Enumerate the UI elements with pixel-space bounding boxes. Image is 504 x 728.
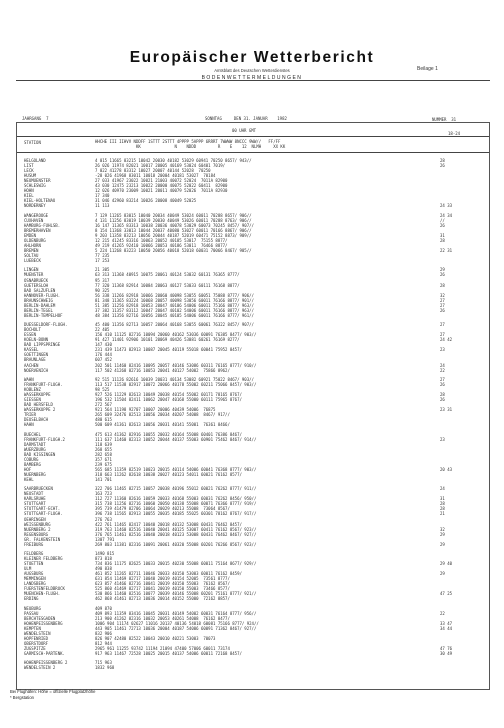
station-name: EMDEN xyxy=(24,232,37,238)
observation-codes: 95 317 xyxy=(95,277,110,283)
gust-values: 29 xyxy=(440,531,445,537)
observation-codes: 715 963 xyxy=(95,660,112,666)
station-name: MUENCHEN-FLUGH. xyxy=(24,591,61,597)
observation-codes: 422 761 11465 82417 10040 20018 40132 53008 60431 76462 8457/ xyxy=(95,521,242,527)
column-header-rule-bottom xyxy=(17,152,489,153)
gust-values: 26 xyxy=(440,397,445,402)
observation-codes: 7 129 11265 83015 10040 20034 40049 53024 60011 70288 8657/ 906// xyxy=(95,212,252,218)
station-name: OBERSTDORF xyxy=(24,641,49,647)
observation-codes: 565 685 11359 82519 10023 20015 40114 54006 60041 76368 8777/ 903// xyxy=(95,466,257,472)
station-name: FELDBERG xyxy=(24,551,44,556)
observation-codes: 17 253 xyxy=(95,258,110,264)
gust-values: 27 xyxy=(440,302,445,308)
observation-codes: 27 033 41967 23022 10021 21003 40072 52024 7011A 82900 xyxy=(95,178,228,184)
observation-codes: 92 515 11126 82616 10039 20031 40134 53082 60921 75022 8467/ 903// xyxy=(95,376,254,382)
observation-codes: 490 838 xyxy=(95,566,112,572)
station-name: DEUSELBACH xyxy=(24,417,49,423)
observation-codes: 16 147 11365 83313 10038 20036 40078 53029 60073 70245 8457/ 907// xyxy=(95,222,254,228)
station-name: GOETTINGEN xyxy=(24,352,49,358)
column-header-codes-2: KK N NDDD R E 12 NLMH XX KK xyxy=(95,144,286,149)
section-heading: BODENWETTERMELDUNGEN xyxy=(201,75,303,81)
station-name: STUTTGART xyxy=(24,501,46,507)
observation-codes: 45 400 11356 82713 10057 20064 40168 53055 60061 76322 8457/ 907// xyxy=(95,322,254,328)
station-name: HAMBURG-FUHLSB. xyxy=(24,222,61,228)
observation-codes: 396 738 11565 82913 10055 20035 40185 55025 60301 78162 8767/ 917// xyxy=(95,511,257,517)
observation-codes: 734 836 11175 82625 10033 20015 40230 55008 60011 75164 8677/ 929// xyxy=(95,561,257,567)
observation-codes: 8 154 11368 33013 10044 20037 40080 53027 60011 70166 8867/ 906// xyxy=(95,227,252,233)
station-name: BERLIN-TEMPELHOF xyxy=(24,312,63,318)
station-name: AHLHORN xyxy=(24,243,41,248)
gust-values: 28 xyxy=(440,282,445,288)
observation-codes: 2965 961 11255 93742 11194 21094 47400 57006 60011 73174 xyxy=(95,646,230,652)
station-name: SOLTAU xyxy=(24,253,39,259)
station-name: OSNABRUECK xyxy=(24,277,49,283)
observation-codes: 530 866 11460 82516 10077 20039 40146 55008 60201 75161 8777/ 921// xyxy=(95,591,257,597)
observation-codes: 5 224 11268 83223 10050 20056 40018 52018 60031 70066 8467/ 905// xyxy=(95,248,252,254)
station-name: CUXHAVEN xyxy=(24,217,44,223)
observation-codes: 409 893 11359 83416 10045 20031 40149 54002 60031 76164 8777/ 956// xyxy=(95,610,257,616)
table-row xyxy=(0,665,504,671)
observation-codes: 31 046 42960 83214 10026 20008 40049 52025 xyxy=(95,198,197,204)
station-name: KASSEL xyxy=(24,347,39,353)
observation-codes: 318 663 11262 82618 10038 20027 40123 54011 60021 76162 8577/ xyxy=(95,471,242,477)
observation-codes: 196 532 11504 82411 10062 20047 40168 55000 60111 75965 8767/ xyxy=(95,397,242,402)
table-row xyxy=(0,313,504,319)
station-name: WAHN xyxy=(24,376,34,382)
gust-values: 32 xyxy=(440,292,445,298)
station-name: NUERNBERG xyxy=(24,471,46,477)
gust-values: 23 xyxy=(440,347,445,353)
station-name: FUERSTENFELDBRUCK xyxy=(24,586,65,592)
observation-codes: 357 671 xyxy=(95,456,112,462)
table-row xyxy=(0,258,504,264)
observation-codes: 43 030 12475 23213 10022 20000 40075 52022 60411 82900 xyxy=(95,183,228,189)
observation-codes: 873 818 xyxy=(95,556,112,562)
volume-label: JAHRGANG 7 xyxy=(22,116,49,121)
observation-codes: 37 382 11357 83112 10047 20047 40102 54006 60011 76166 8877/ 963// xyxy=(95,307,254,313)
table-row xyxy=(0,203,504,209)
station-name: BAD KISSINGEN xyxy=(24,451,56,457)
station-name: WANGEROOGE xyxy=(24,212,49,218)
station-name: DUESSELDORF-FLUGH. xyxy=(24,322,68,328)
observation-codes: 176 444 xyxy=(95,352,112,358)
observation-codes: 475 613 41362 82916 10055 20032 40164 55008 60401 76386 8467/ xyxy=(95,431,242,437)
supplement-label: Beilage 1 xyxy=(417,66,438,72)
gust-values: // xyxy=(440,217,445,223)
observation-codes: 826 907 42480 82522 10043 20010 40221 53003 70073 xyxy=(95,636,216,641)
station-name: HOHENPEISSENBERG xyxy=(24,620,63,626)
footnote-altitude: Bei Flughäfen: Höhe = offizielle Flugplatzhöhe xyxy=(10,689,96,694)
station-name: MEMMINGEN xyxy=(24,576,46,582)
station-name: BREMERHAVEN xyxy=(24,227,51,233)
observation-codes: 4 015 11665 83215 10042 20030 40182 53029 60941 70250 8657/ 943// xyxy=(95,158,252,163)
gust-values: 27 xyxy=(440,297,445,303)
station-name: WASSERKUPPE 2 xyxy=(24,407,56,413)
gust-values: 47 25 xyxy=(440,591,453,597)
gust-values: 20 43 xyxy=(440,466,453,472)
station-name: BAD SALZUFLEN xyxy=(24,287,56,293)
gust-values: 28 xyxy=(440,506,445,512)
station-name: MUENSTER xyxy=(24,272,44,278)
table-row xyxy=(0,651,504,657)
station-name: KEMPTEN xyxy=(24,625,41,631)
station-name: BRAUNLAGE xyxy=(24,357,46,363)
station-name: OEHRINGEN xyxy=(24,516,46,522)
station-name: KOBLENZ xyxy=(24,386,41,392)
station-name: HANNOVER-FLUGH. xyxy=(24,292,61,298)
table-row xyxy=(0,596,504,602)
gust-values: 26 xyxy=(440,381,445,387)
gust-values: 31 xyxy=(440,232,445,238)
table-row xyxy=(0,422,504,428)
station-name: HAHN xyxy=(24,422,34,428)
station-name: SAARBRUECKEN xyxy=(24,486,53,492)
station-name: LUEBECK xyxy=(24,258,41,264)
observation-codes: 461 852 11265 82711 10046 20033 40150 53003 60011 76162 8459/ xyxy=(95,571,242,577)
header-rule-top xyxy=(16,80,490,81)
observation-codes: 480 615 xyxy=(95,417,112,423)
observation-codes: 98 525 xyxy=(95,386,110,392)
station-name: LECK xyxy=(24,168,34,174)
station-name: WENDELSTEIN xyxy=(24,630,51,636)
station-name: FREIBURG xyxy=(24,541,44,547)
observation-codes: 525 860 41469 82717 10041 20019 40150 55003 73466 8577/ xyxy=(95,586,230,592)
issue-date: SONNTAG DEN 31. JANUAR 1982 xyxy=(205,116,287,121)
station-name: LIST xyxy=(24,163,34,169)
station-name: GARMISCH-PARTENK. xyxy=(24,651,65,657)
gust-values: 22 31 xyxy=(440,248,453,254)
time-range: 18-24 xyxy=(448,131,461,136)
station-name: OLDENBURG xyxy=(24,237,46,243)
station-name: NUERNBERG 2 xyxy=(24,526,51,532)
station-name: ERDING xyxy=(24,596,39,602)
station-name: AACHEN xyxy=(24,362,39,368)
gust-values: 27 xyxy=(440,332,445,338)
gust-values: 29 xyxy=(440,571,445,577)
station-name: BRAUNSCHWEIG xyxy=(24,297,53,303)
observation-codes: 17 340 xyxy=(95,193,110,199)
gust-values: 24 34 xyxy=(440,212,453,218)
observation-codes: 113 517 11538 82917 10072 20066 40178 55002 60211 75066 8457/ 903// xyxy=(95,381,257,387)
observation-codes: 268 655 xyxy=(95,446,112,452)
observation-codes: 1006 904 11174 02627 11016 20137 40136 54018 60081 75166 8777/ 924// xyxy=(95,620,259,626)
gust-values: 26 xyxy=(440,163,445,169)
observation-codes: 282 658 xyxy=(95,451,112,457)
station-name: LINGEN xyxy=(24,267,39,273)
observation-codes: 56 338 11266 82918 10066 20060 40098 53055 60051 75088 8777/ 906// xyxy=(95,292,254,298)
gust-values: 29 xyxy=(440,541,445,547)
station-name: KIEL-HOLTENAU xyxy=(24,198,56,204)
station-name: HOHN xyxy=(24,188,34,194)
station-name: WASSERKUPPE xyxy=(24,391,51,397)
station-name: KARLSRUHE xyxy=(24,496,46,502)
observation-codes: 118 639 xyxy=(95,441,112,447)
observation-time: 00 UHR GMT xyxy=(232,128,257,133)
observation-codes: 147 430 xyxy=(95,342,112,348)
station-name: NEUSTADT xyxy=(24,491,44,497)
observation-codes: 269 803 11381 82316 10091 20061 40320 55008 60201 76266 8567/ 923// xyxy=(95,541,257,547)
station-name: KLEINER FELDBERG xyxy=(24,556,63,562)
station-name: STUTTGART-ECHT. xyxy=(24,506,61,512)
station-name: WUERZBURG xyxy=(24,446,46,452)
observation-codes: 91 427 11401 92906 10101 20069 40426 53081 60261 76169 8277/ xyxy=(95,337,240,343)
document-title: Europäischer Wetterbericht xyxy=(129,49,375,66)
gust-values: 32 xyxy=(440,526,445,532)
observation-codes: 48 384 11356 82716 10056 20045 40105 54006 60011 76166 8777/ 961// xyxy=(95,312,254,318)
station-name: SCHLESWIG xyxy=(24,183,46,189)
gust-values: 28 xyxy=(440,391,445,397)
gust-values: 26 xyxy=(440,272,445,278)
station-name: FRANKFURT-FLUGH.2 xyxy=(24,436,65,442)
station-name: NEUMUENSTER xyxy=(24,178,51,184)
gust-values: 22 xyxy=(440,367,445,373)
station-name: FRANKFURT-FLUGH. xyxy=(24,381,63,387)
observation-codes: 63 313 11368 40915 10075 20061 40124 53032 60131 76365 8777/ xyxy=(95,272,240,278)
station-name: BERLIN-DAHLEM xyxy=(24,302,56,308)
observation-codes: 319 763 11460 82516 10040 20041 40125 53007 60411 76162 8567/ 923// xyxy=(95,526,257,532)
gust-values: 26 xyxy=(440,222,445,228)
observation-codes: -28 026 41968 83011 10018 20004 40181 53027 70184 xyxy=(95,173,216,179)
gust-values: 33 47 xyxy=(440,620,453,626)
station-name: ZUGSPITZE xyxy=(24,646,46,652)
gust-values: 29 xyxy=(440,267,445,273)
station-name: NOERVENICH xyxy=(24,367,49,373)
observation-codes: 443 905 11461 72713 10036 20004 40187 54006 60091 71362 8467/ 927// xyxy=(95,625,257,631)
gust-values: 27 xyxy=(440,376,445,382)
observation-codes: 21 305 xyxy=(95,267,110,273)
observation-codes: 9 203 11358 83213 10056 20044 40187 52019 60471 75152 8873/ 909// xyxy=(95,232,252,238)
observation-codes: 276 763 xyxy=(95,516,112,522)
observation-codes: 7 022 41278 83312 10027 20007 40144 52028 70250 xyxy=(95,168,211,174)
observation-codes: 315 738 11256 82716 10060 20050 40138 55008 60071 76366 8777/ 919// xyxy=(95,501,257,507)
observation-codes: 202 501 11460 82416 10095 20057 40146 53086 60311 76165 8777/ 910// xyxy=(95,362,257,368)
observation-codes: 141 701 xyxy=(95,476,112,482)
station-name: KEHL xyxy=(24,476,34,482)
observation-codes: 265 609 32476 82513 10056 20034 40207 54008 8467/ 917// xyxy=(95,412,230,418)
observation-codes: 112 727 11360 82616 10059 20033 40168 55003 60031 76262 8456/ 950// xyxy=(95,496,257,502)
station-name: REGENSBURG xyxy=(24,531,49,537)
gust-values: 47 76 xyxy=(440,646,453,652)
station-name: GIESSEN xyxy=(24,397,41,402)
issue-number: NUMMER 31 xyxy=(432,117,457,122)
observation-codes: 111 637 11460 82313 10052 20044 40137 55003 60901 75462 8467/ 914// xyxy=(95,436,257,442)
observation-codes: 22 405 xyxy=(95,327,110,333)
station-name: BERCHTESGADEN xyxy=(24,615,56,621)
gust-values: 28 xyxy=(440,501,445,507)
observation-codes: 623 857 41466 82716 10041 20019 40150 55003 76162 8567/ xyxy=(95,581,230,587)
station-name: LANDSBERG xyxy=(24,581,46,587)
observation-codes: 462 868 41461 82713 10036 20014 40152 55000 72162 8857/ xyxy=(95,596,230,602)
station-name: NEUBURG xyxy=(24,605,41,611)
observation-codes: 12 026 40970 23009 10021 20011 40079 52026 7011A 82930 xyxy=(95,188,228,194)
observation-codes: 239 675 xyxy=(95,461,112,467)
station-name: KOELN-BONN xyxy=(24,337,49,343)
observation-codes: 213 900 41262 82316 10032 20053 40261 54008 76162 8477/ xyxy=(95,615,230,621)
observation-codes: 322 706 11465 82715 10057 20038 40196 55012 60021 76262 8777/ 911// xyxy=(95,486,257,492)
station-name: NORDERNEY xyxy=(24,203,46,209)
observation-codes: 917 963 11467 72528 10025 20015 40137 54006 60011 72168 8457/ xyxy=(95,651,242,657)
gust-values: 22 xyxy=(440,610,445,616)
observation-codes: 77 235 xyxy=(95,253,110,259)
station-name: HUSUM xyxy=(24,173,37,179)
observation-codes: 51 385 11256 82918 10053 20047 40106 54006 60011 75166 8877/ 963// xyxy=(95,302,254,308)
station-name: PASSAU xyxy=(24,610,39,616)
observation-codes: 163 723 xyxy=(95,491,112,497)
observation-codes: 49 219 41265 92410 10066 20053 40186 53011 76466 8877/ xyxy=(95,243,228,248)
column-header-rule-top xyxy=(17,136,489,137)
observation-codes: 272 567 xyxy=(95,402,112,408)
footnote-mountain: * Bergstation xyxy=(10,695,34,700)
station-name: HOHENPEISSENBERG 2 xyxy=(24,660,68,666)
observation-codes: 832 906 xyxy=(95,630,112,636)
observation-codes: 607 452 xyxy=(95,357,112,363)
station-name: TRIER xyxy=(24,412,37,418)
gust-values: 23 31 xyxy=(440,407,453,413)
gust-values: 21 xyxy=(440,511,445,517)
gust-values: 30 49 xyxy=(440,651,453,657)
observation-codes: 500 609 41361 82613 10056 20031 40141 55001 76361 8466/ xyxy=(95,422,230,428)
observation-codes: 921 564 11198 92707 10007 20006 40439 54006 76875 xyxy=(95,407,216,413)
station-name: COBURG xyxy=(24,456,39,462)
table-row xyxy=(0,542,504,548)
station-name: BERLIN-TEGEL xyxy=(24,307,53,313)
gust-values: 26 xyxy=(440,307,445,313)
station-name: HOF xyxy=(24,466,32,472)
station-name: KIEL xyxy=(24,193,34,199)
station-name: WEISSENBURG xyxy=(24,521,51,527)
table-row xyxy=(0,477,504,483)
column-header-station: STATION xyxy=(24,140,41,145)
station-name: AUGSBURG xyxy=(24,571,44,577)
gust-values: 23 xyxy=(440,436,445,442)
station-name: ULM xyxy=(24,566,32,572)
gust-values: 27 xyxy=(440,322,445,328)
station-name: GUETERSLOH xyxy=(24,282,49,288)
observation-codes: 90 325 xyxy=(95,287,110,293)
station-name: ESSEN xyxy=(24,332,37,338)
station-name: DARMSTADT xyxy=(24,441,46,447)
gust-values: 24 33 xyxy=(440,203,453,209)
gust-values: 24 xyxy=(440,362,445,368)
observation-codes: 12 215 41245 83316 10063 20052 40185 53017 75155 8877/ xyxy=(95,237,228,243)
observation-codes: 81 348 11365 83224 10068 20057 40098 53056 60011 76166 8877/ 901// xyxy=(95,297,254,303)
observation-codes: 1490 815 xyxy=(95,551,115,556)
observation-codes: 395 739 41479 82706 10064 20029 40213 55008 73064 8567/ xyxy=(95,506,230,512)
gust-values: 28 xyxy=(440,158,445,163)
observation-codes: 156 410 11125 82716 10094 20060 40162 53036 60091 76385 8477/ 903// xyxy=(95,332,257,338)
observation-codes: 77 320 11368 82914 10084 20063 40127 53033 60111 76168 8877/ xyxy=(95,282,240,288)
station-name: BAMBERG xyxy=(24,461,41,467)
observation-codes: 1832 968 xyxy=(95,665,115,671)
observation-codes: 409 870 xyxy=(95,605,112,611)
station-name: GR. FALKENSTEIN xyxy=(24,536,61,542)
station-name: BOCHOLT xyxy=(24,327,41,333)
observation-codes: 927 526 11229 82613 10049 20038 40154 55002 60171 78165 8767/ xyxy=(95,391,242,397)
station-name: BREMEN xyxy=(24,248,39,254)
observation-codes: 631 854 11469 82717 10040 20019 40154 52005 73561 8777/ xyxy=(95,576,230,582)
gust-values: 28 xyxy=(440,237,445,243)
column-header-codes: HHCHE III IIHVV NDDFF 1STTT 2STTT 4PPPP 5APPP 6RRRT 7WWWW 8NCCC 9WW// FF/FF xyxy=(95,139,281,144)
observation-codes: 117 502 41268 82716 10053 20041 40127 54002 75866 8962/ xyxy=(95,367,230,373)
observation-codes: 4 131 11256 83019 10039 20030 40049 53026 60011 70288 8763/ 906// xyxy=(95,217,252,223)
gust-values: 24 xyxy=(440,486,445,492)
station-name: BUECHEL xyxy=(24,431,41,437)
gust-values: 29 40 xyxy=(440,561,453,567)
observation-codes: 1307 791 xyxy=(95,536,115,542)
station-name: WENDELSTEIN 2 xyxy=(24,665,56,671)
station-name: BAD HERSFELD xyxy=(24,402,53,408)
gust-values: 31 xyxy=(440,496,445,502)
station-name: STUTTGART-FLUGH. xyxy=(24,511,63,517)
observation-codes: 812 944 xyxy=(95,641,112,647)
gust-values: 24 42 xyxy=(440,337,453,343)
station-name: STOETTEN xyxy=(24,561,44,567)
table-row xyxy=(0,368,504,374)
observation-codes: 376 765 11461 82516 10040 20018 40123 53008 60431 76462 8467/ 927// xyxy=(95,531,257,537)
observation-codes: 26 026 11974 82021 10017 20005 40169 53024 60401 7019/ xyxy=(95,163,226,169)
station-name: BAD LIPPSPRINGE xyxy=(24,342,61,348)
gust-values: 34 44 xyxy=(440,625,453,631)
observation-codes: 231 439 11473 82913 10087 20045 40119 55018 60041 75952 8457/ xyxy=(95,347,242,353)
station-name: HOPFENRIED xyxy=(24,636,49,641)
observation-codes: 11 113 xyxy=(95,203,110,209)
document-subtitle: Amtsblatt des Deutschen Wetterdienstes xyxy=(214,68,290,73)
station-name: HELGOLAND xyxy=(24,158,46,163)
